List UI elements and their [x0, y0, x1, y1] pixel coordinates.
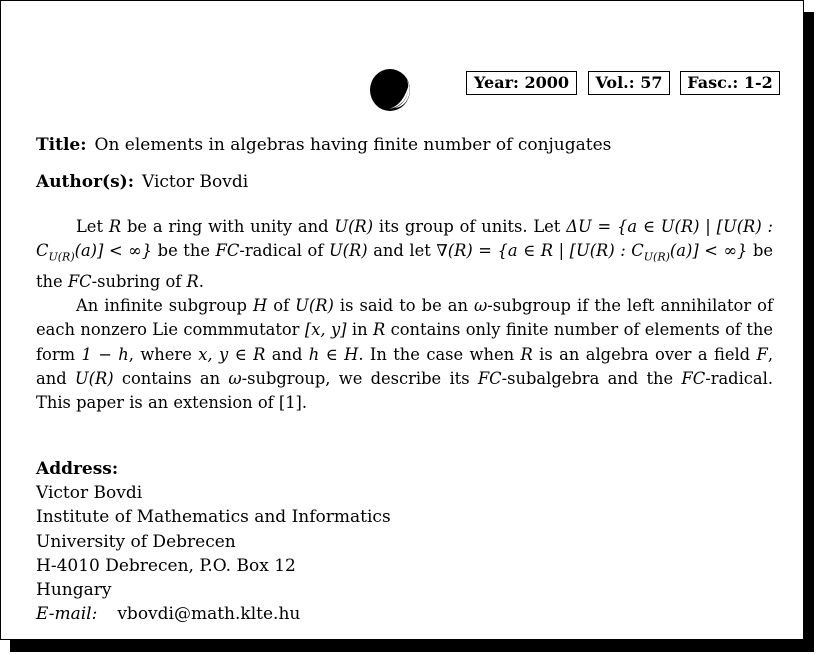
math-subscript: U(R) — [643, 250, 670, 264]
address-line: Victor Bovdi — [36, 483, 143, 504]
address-line: University of Debrecen — [36, 531, 236, 552]
text: , and — [36, 344, 773, 389]
text: is an algebra over a field — [532, 344, 757, 364]
text: of — [267, 296, 296, 316]
email-label: E-mail: — [36, 604, 98, 625]
journal-logo-icon — [369, 68, 411, 112]
text: and let — [367, 241, 437, 261]
text: be the — [36, 241, 774, 291]
math: U(R) — [295, 296, 334, 316]
math: FC — [215, 241, 240, 261]
abstract — [36, 215, 773, 416]
text: be a ring with unity and — [121, 217, 335, 236]
math: ΔU = {a ∈ U(R) | [U(R) : C — [36, 217, 773, 261]
math: FC — [681, 369, 706, 389]
text: its group of units. Let — [373, 217, 567, 236]
text: -radical of — [239, 241, 329, 261]
math: h ∈ H — [308, 344, 359, 364]
email-address[interactable]: vbovdi@math.klte.hu — [117, 604, 301, 625]
author-line — [36, 170, 248, 194]
math: F — [756, 344, 768, 364]
volume-badge: Vol.: 57 — [588, 71, 670, 95]
text: , where — [128, 344, 199, 364]
text: An infinite subgroup — [76, 296, 254, 316]
authors-label: Author(s): — [36, 172, 134, 192]
math: R — [520, 344, 533, 364]
address-line: H-4010 Debrecen, P.O. Box 12 — [36, 555, 296, 576]
math: [x, y] — [304, 320, 347, 340]
address-block — [36, 457, 391, 626]
address-line: Institute of Mathematics and Informatics — [36, 507, 391, 528]
math: (a)] < ∞} — [74, 241, 153, 261]
math: R — [372, 320, 386, 340]
abstract-paragraph-1 — [36, 215, 773, 294]
math: R — [186, 271, 199, 291]
text: Let — [76, 217, 109, 236]
fascicle-badge: Fasc.: 1-2 — [680, 71, 780, 95]
title-label: Title: — [36, 135, 87, 155]
text: contains an — [113, 369, 229, 389]
paper-authors: Victor Bovdi — [142, 172, 249, 192]
text: -radical. This paper is an extension of [1]. — [36, 369, 774, 413]
address-line: Hungary — [36, 580, 112, 601]
math: x, y ∈ R — [198, 344, 266, 364]
math: FC — [67, 271, 92, 291]
address-heading: Address: — [36, 459, 119, 479]
text: . In the case when — [358, 344, 521, 364]
math: U(R) — [74, 369, 114, 389]
title-line — [36, 133, 611, 157]
text: -subgroup if the left annihilator of each nonzero Lie commmutator — [36, 296, 773, 340]
math: FC — [477, 369, 502, 389]
math: ω — [228, 369, 242, 389]
email-line — [36, 602, 391, 626]
text: be the — [152, 241, 216, 261]
text: and — [265, 344, 309, 364]
text: -subgroup, we describe its — [241, 369, 478, 389]
abstract-paragraph-2 — [36, 294, 773, 415]
math: U(R) — [328, 241, 368, 261]
year-badge: Year: 2000 — [466, 71, 577, 95]
text: -subring of — [91, 271, 187, 291]
text: contains only finite number of elements of the form — [36, 320, 774, 364]
text: . — [198, 271, 204, 291]
math: H — [253, 296, 268, 316]
math: U(R) — [334, 217, 374, 236]
math: ω — [474, 296, 488, 316]
text: -subalgebra and the — [501, 369, 682, 389]
math: (a)] < ∞} — [669, 241, 748, 261]
paper-title: On elements in algebras having finite number of conjugates — [94, 135, 612, 155]
text: is said to be an — [333, 296, 475, 316]
math-subscript: U(R) — [48, 250, 75, 264]
math: 1 − h — [81, 344, 129, 364]
math: ∇(R) = {a ∈ R | [U(R) : C — [436, 241, 644, 261]
text: in — [346, 320, 373, 340]
math: R — [108, 217, 122, 236]
